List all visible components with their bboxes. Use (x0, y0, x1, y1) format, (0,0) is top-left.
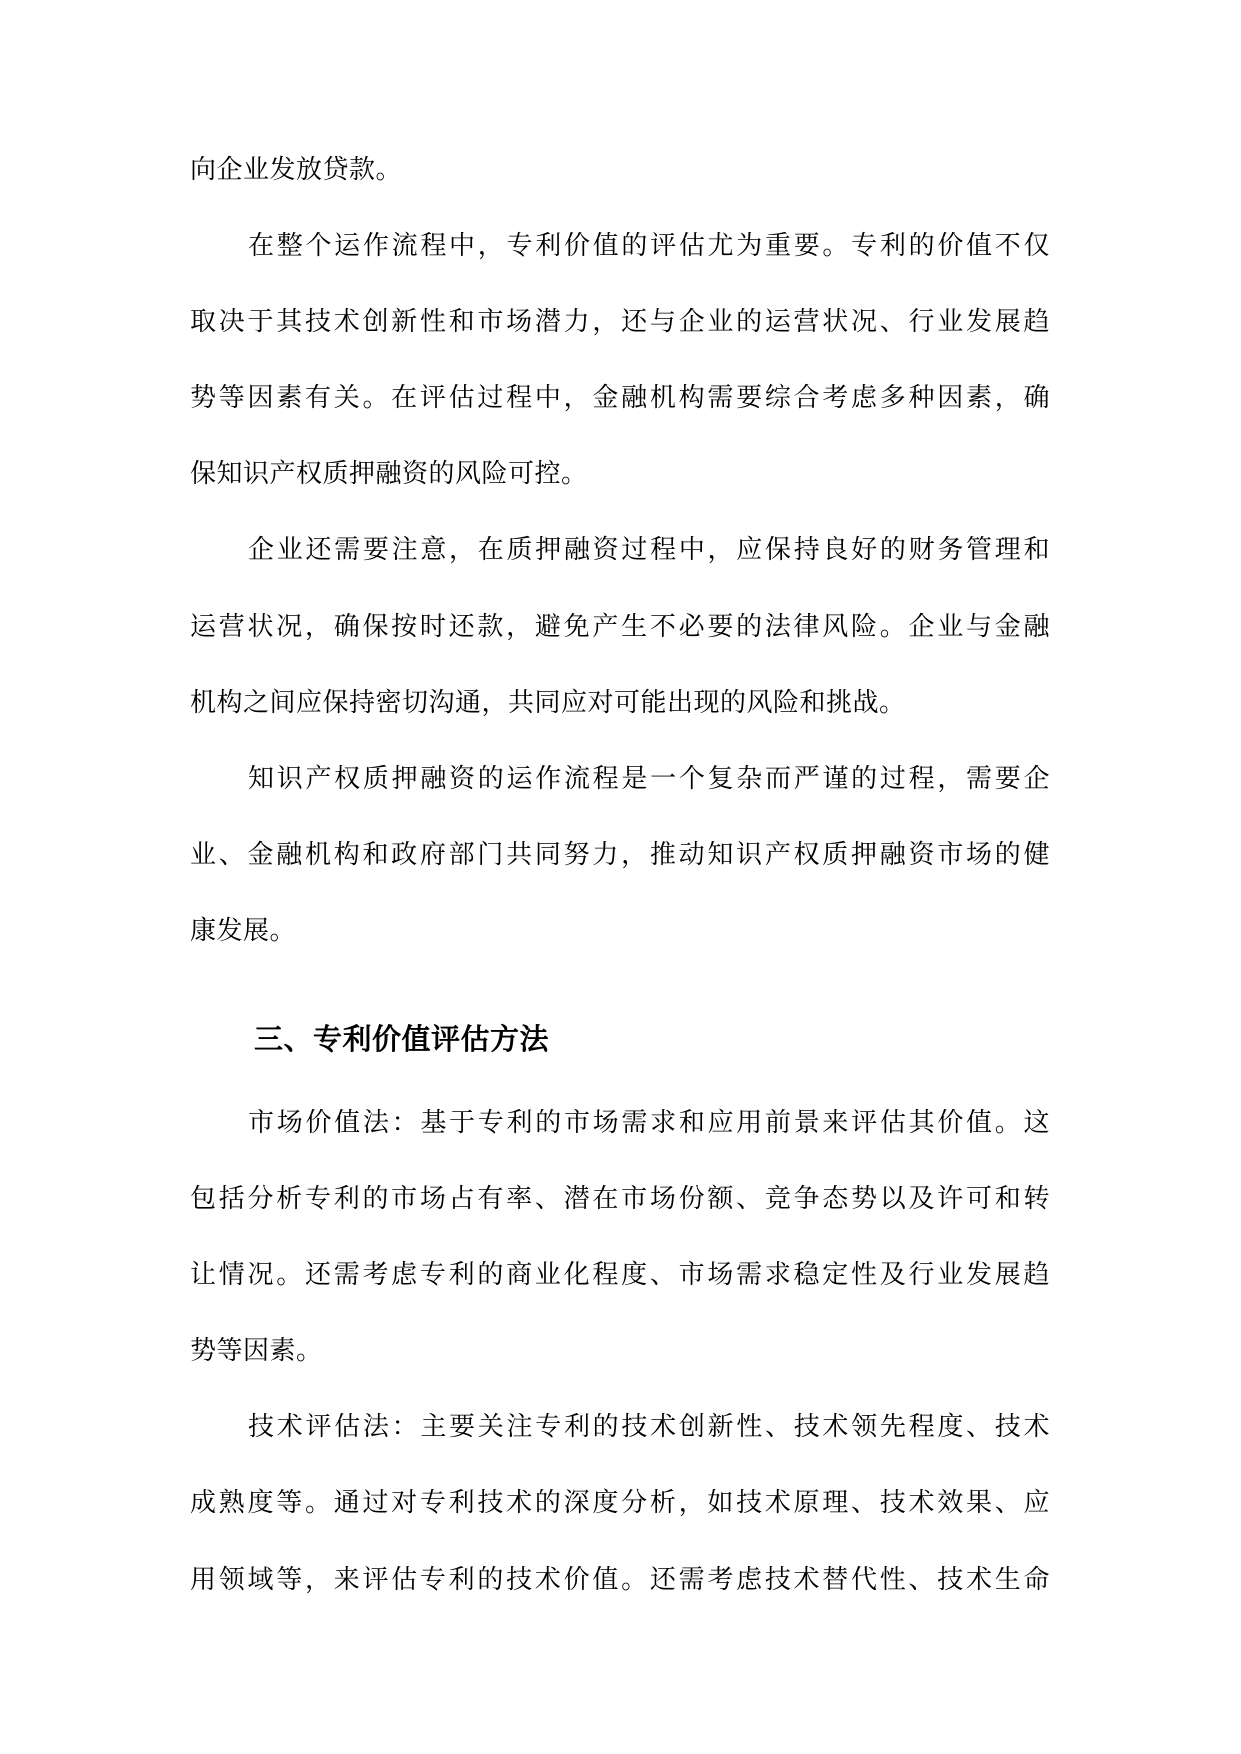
body-line: 业、金融机构和政府部门共同努力，推动知识产权质押融资市场的健 (190, 840, 1050, 870)
body-line: 用领域等，来评估专利的技术价值。还需考虑技术替代性、技术生命 (190, 1565, 1050, 1595)
body-line: 知识产权质押融资的运作流程是一个复杂而严谨的过程，需要企 (248, 764, 1050, 794)
section-heading: 三、专利价值评估方法 (254, 1022, 550, 1056)
body-line: 在整个运作流程中，专利价值的评估尤为重要。专利的价值不仅 (248, 231, 1050, 261)
body-line: 康发展。 (190, 916, 297, 946)
body-line: 取决于其技术创新性和市场潜力，还与企业的运营状况、行业发展趋 (190, 307, 1050, 337)
body-line: 保知识产权质押融资的风险可控。 (190, 459, 588, 489)
body-line: 包括分析专利的市场占有率、潜在市场份额、竞争态势以及许可和转 (190, 1184, 1050, 1214)
body-line: 技术评估法：主要关注专利的技术创新性、技术领先程度、技术 (248, 1412, 1050, 1442)
body-line: 让情况。还需考虑专利的商业化程度、市场需求稳定性及行业发展趋 (190, 1260, 1050, 1290)
body-line: 势等因素有关。在评估过程中，金融机构需要综合考虑多种因素，确 (190, 383, 1050, 413)
body-line: 机构之间应保持密切沟通，共同应对可能出现的风险和挑战。 (190, 688, 906, 718)
body-line: 企业还需要注意，在质押融资过程中，应保持良好的财务管理和 (248, 535, 1050, 565)
body-line: 势等因素。 (190, 1336, 323, 1366)
body-line: 运营状况，确保按时还款，避免产生不必要的法律风险。企业与金融 (190, 612, 1050, 642)
body-line: 成熟度等。通过对专利技术的深度分析，如技术原理、技术效果、应 (190, 1488, 1050, 1518)
body-line: 市场价值法：基于专利的市场需求和应用前景来评估其价值。这 (248, 1108, 1050, 1138)
body-line: 向企业发放贷款。 (190, 155, 403, 185)
